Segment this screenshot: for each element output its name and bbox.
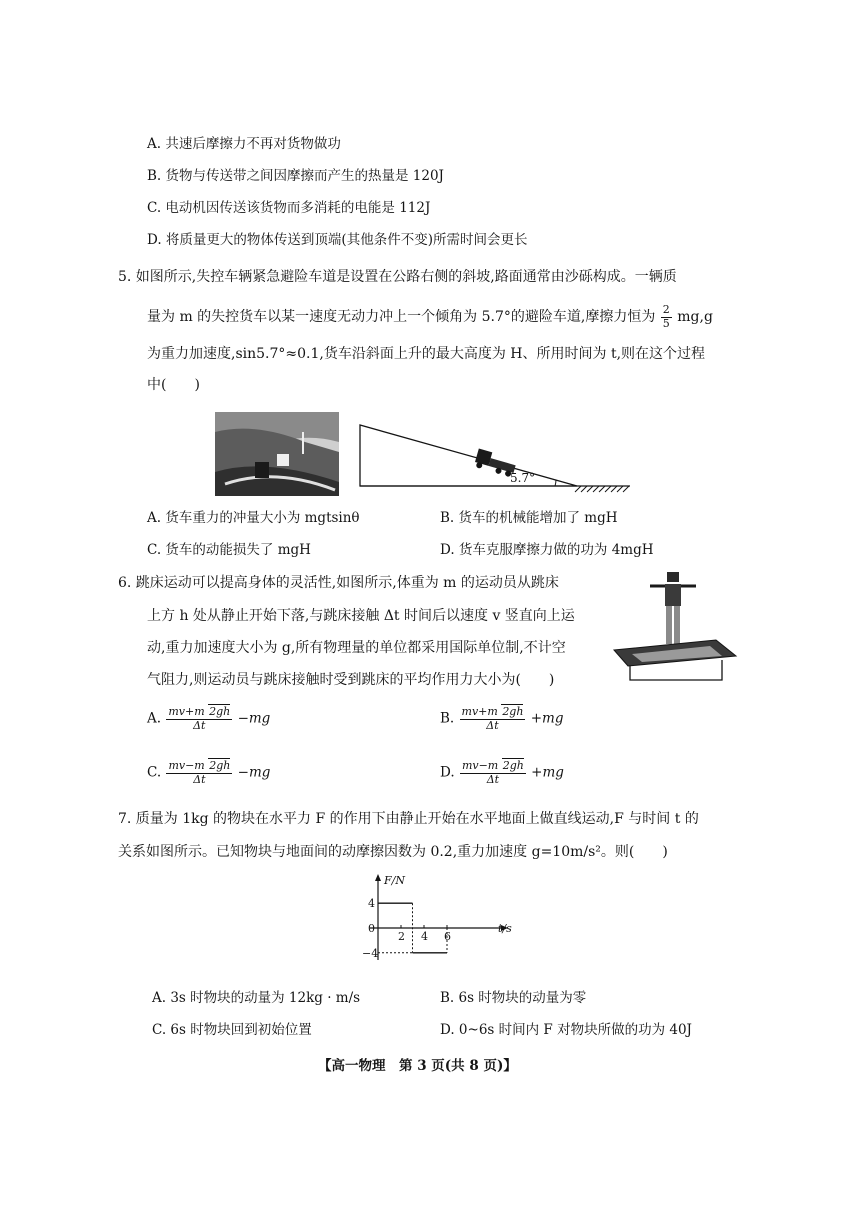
q5-stem-line2-tail: mg,g bbox=[677, 309, 713, 326]
q5-ramp-photo bbox=[215, 412, 339, 496]
q7-stem-line1: 7. 质量为 1kg 的物块在水平力 F 的作用下由静止开始在水平地面上做直线运动,F 与时间 t 的 bbox=[118, 811, 699, 827]
q6-option-d-den: Δt bbox=[486, 772, 500, 786]
q6-stem-line3: 动,重力加速度大小为 g,所有物理量的单位都采用国际单位制,不计空 bbox=[147, 640, 566, 656]
q7-option-c: C. 6s 时物块回到初始位置 bbox=[152, 1022, 312, 1038]
slope-triangle bbox=[360, 425, 577, 486]
q6-option-c-sqrt: 2gh bbox=[209, 759, 231, 772]
q6-option-d bbox=[440, 760, 564, 786]
q5-slope-diagram bbox=[355, 420, 635, 496]
x-tick-label: 6 bbox=[444, 930, 451, 943]
y-axis-arrow bbox=[375, 874, 381, 881]
q6-option-b-tail: +mg bbox=[530, 710, 564, 727]
q4-option-a: A. 共速后摩擦力不再对货物做功 bbox=[147, 136, 341, 152]
q7-force-time-chart bbox=[350, 872, 520, 968]
q6-option-b-fraction bbox=[460, 706, 526, 732]
q6-option-b-sqrt: 2gh bbox=[502, 705, 524, 718]
q6-stem-line1: 6. 跳床运动可以提高身体的灵活性,如图所示,体重为 m 的运动员从跳床 bbox=[118, 575, 559, 591]
q6-option-c bbox=[147, 760, 270, 786]
q6-option-b bbox=[440, 706, 564, 732]
q5-fraction bbox=[661, 304, 672, 330]
q6-option-d-num: mv−m bbox=[461, 759, 502, 772]
q6-stem-line4: 气阻力,则运动员与跳床接触时受到跳床的平均作用力大小为( ) bbox=[147, 672, 555, 688]
x-tick-label: 2 bbox=[398, 930, 405, 943]
q5-fraction-den: 5 bbox=[662, 316, 670, 330]
q5-option-c: C. 货车的动能损失了 mgH bbox=[147, 542, 311, 558]
q5-option-d: D. 货车克服摩擦力做的功为 4mgH bbox=[440, 542, 654, 558]
q5-stem-line4: 中( ) bbox=[147, 377, 200, 393]
q4-option-b: B. 货物与传送带之间因摩擦而产生的热量是 120J bbox=[147, 168, 444, 184]
q6-option-c-label: C. bbox=[147, 764, 162, 781]
q6-option-d-label: D. bbox=[440, 764, 455, 781]
angle-arc bbox=[555, 480, 556, 486]
q6-option-a-fraction bbox=[166, 706, 232, 732]
q6-option-c-tail: −mg bbox=[237, 764, 271, 781]
y-axis-label: F/N bbox=[384, 874, 405, 887]
q5-option-b: B. 货车的机械能增加了 mgH bbox=[440, 510, 618, 526]
q6-option-b-den: Δt bbox=[486, 718, 499, 732]
q6-option-c-den: Δt bbox=[193, 772, 206, 786]
q5-stem-line1: 5. 如图所示,失控车辆紧急避险车道是设置在公路右侧的斜坡,路面通常由沙砾构成。一辆质 bbox=[118, 269, 677, 285]
y-tick-label: 4 bbox=[368, 897, 375, 911]
q7-option-d: D. 0~6s 时间内 F 对物块所做的功为 40J bbox=[440, 1022, 692, 1038]
q6-option-c-num: mv−m bbox=[168, 759, 209, 772]
y-tick-label: −4 bbox=[362, 946, 379, 960]
q5-stem-line3: 为重力加速度,sin5.7°≈0.1,货车沿斜面上升的最大高度为 H、所用时间为 t,则在这个过程 bbox=[147, 346, 706, 362]
q6-option-b-label: B. bbox=[440, 710, 455, 727]
x-tick-label: 4 bbox=[421, 930, 428, 943]
y-tick-label: 0 bbox=[368, 922, 375, 935]
angle-label: 5.7° bbox=[510, 471, 536, 485]
q6-option-c-fraction bbox=[166, 760, 232, 786]
athlete-icon bbox=[650, 572, 696, 644]
q7-stem-line2: 关系如图所示。已知物块与地面间的动摩擦因数为 0.2,重力加速度 g=10m/s²。则( ) bbox=[118, 844, 668, 860]
q6-stem-line2: 上方 h 处从静止开始下落,与跳床接触 Δt 时间后以速度 v 竖直向上运 bbox=[147, 608, 575, 624]
ground-hatching bbox=[575, 486, 629, 492]
q6-option-d-sqrt: 2gh bbox=[502, 759, 524, 772]
q4-option-c: C. 电动机因传送该货物而多消耗的电能是 112J bbox=[147, 200, 431, 216]
q5-stem-line2-text: 量为 m 的失控货车以某一速度无动力冲上一个倾角为 5.7°的避险车道,摩擦力恒为 bbox=[147, 309, 656, 326]
q6-option-a bbox=[147, 706, 270, 732]
q6-option-a-label: A. bbox=[147, 710, 162, 727]
page-footer: 【高一物理 第 3 页(共 8 页)】 bbox=[318, 1058, 517, 1074]
x-axis-label: t/s bbox=[498, 922, 512, 935]
q6-option-a-sqrt: 2gh bbox=[209, 705, 231, 718]
q4-option-d: D. 将质量更大的物体传送到顶端(其他条件不变)所需时间会更长 bbox=[147, 232, 528, 248]
q6-option-a-tail: −mg bbox=[237, 710, 271, 727]
q5-fraction-num: 2 bbox=[662, 303, 670, 316]
q5-stem-line2 bbox=[147, 304, 713, 330]
q6-option-a-den: Δt bbox=[193, 718, 206, 732]
q6-option-a-num: mv+m bbox=[168, 705, 209, 718]
q7-option-b: B. 6s 时物块的动量为零 bbox=[440, 990, 587, 1006]
q7-option-a: A. 3s 时物块的动量为 12kg · m/s bbox=[152, 990, 361, 1006]
q6-option-b-num: mv+m bbox=[461, 705, 502, 718]
q5-option-a: A. 货车重力的冲量大小为 mgtsinθ bbox=[147, 510, 360, 526]
q6-option-d-tail: +mg bbox=[531, 764, 564, 781]
q6-trampoline-figure bbox=[612, 568, 738, 690]
q6-option-d-fraction bbox=[460, 760, 526, 786]
